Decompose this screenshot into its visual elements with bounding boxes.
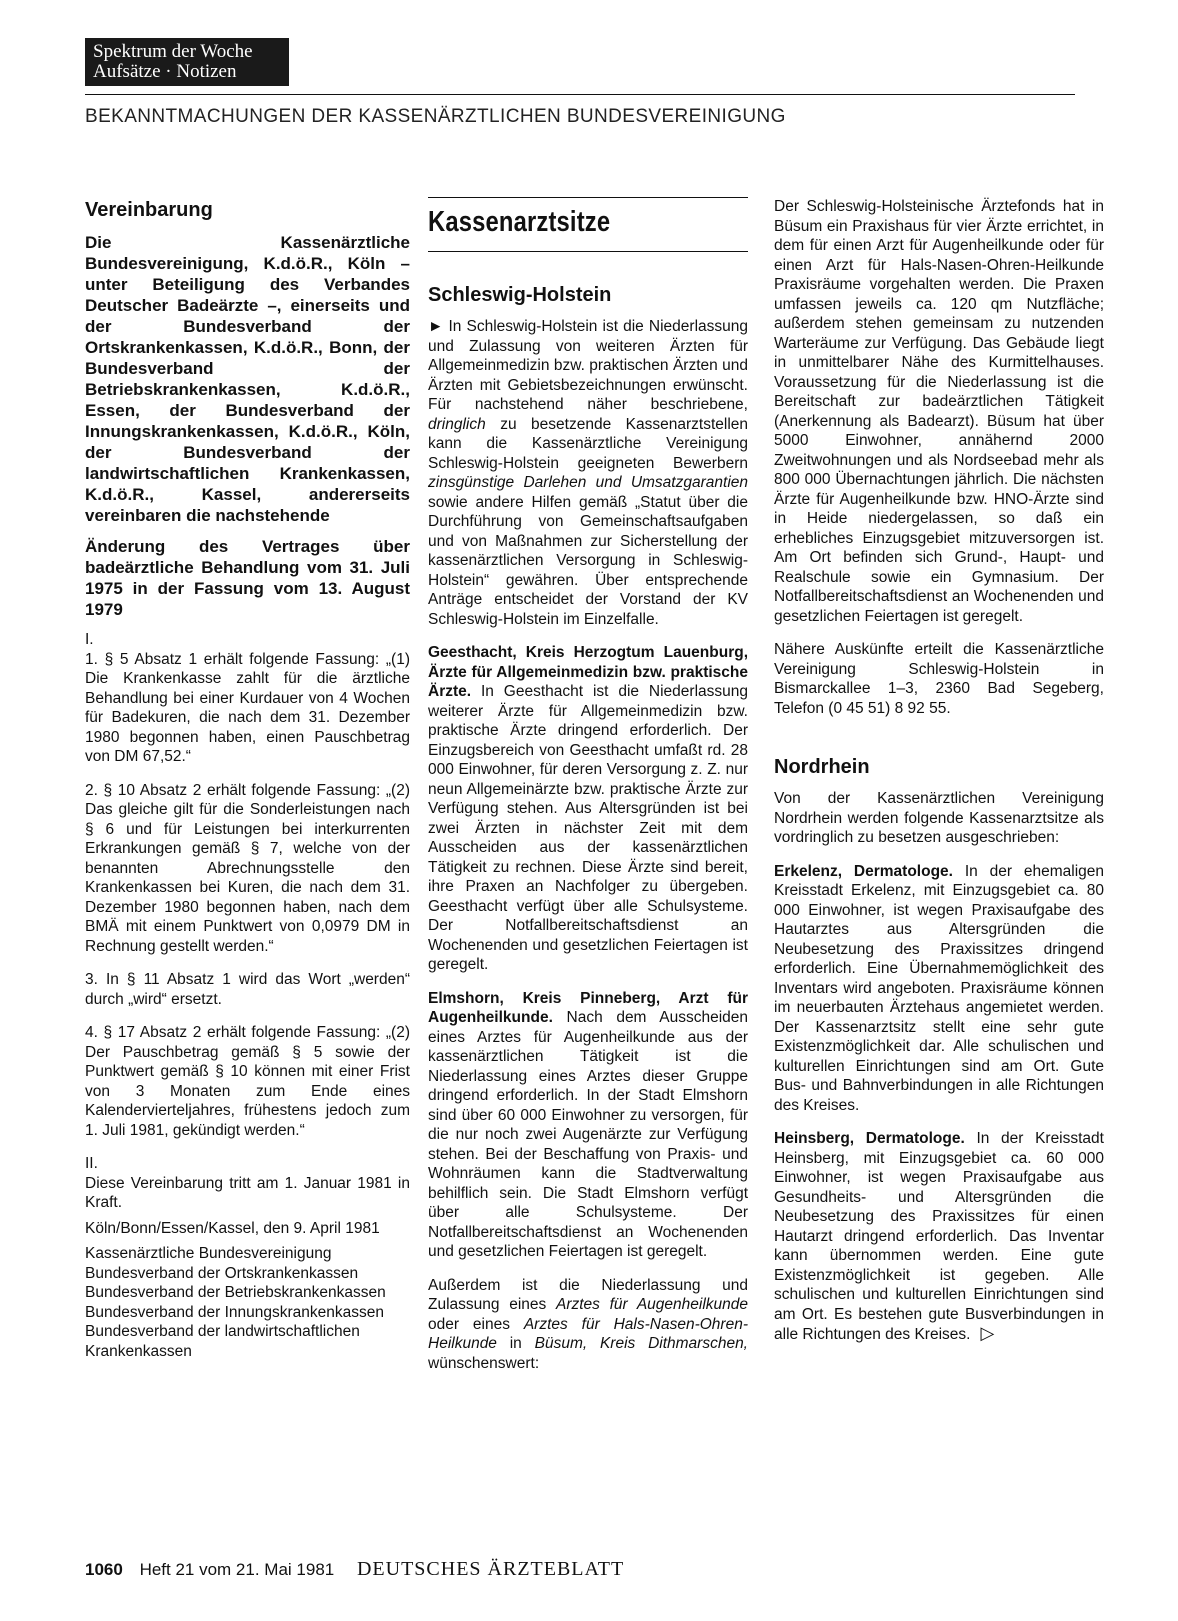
article-title: Kassenarztsitze: [428, 206, 611, 238]
header-rule: [85, 94, 1075, 95]
listing-heinsberg: Heinsberg, Dermatologe. In der Kreisstadt Heinsberg, mit Einzugsgebiet ca. 60 000 Einwohner, ist wegen Praxisaufgabe aus Gesundheits- und Altersgründen die Neubesetzung des Praxissitzes für einen Hautarzt dringend erforderlich. Das Inventar kann übernommen werden. Eine gute Existenzmöglichkeit ist gegeben. Alle schulischen und kulturellen Einrichtungen sind am Ort. Es bestehen gute Busverbindungen in alle Richtungen des Kreises. ▷: [774, 1130, 1104, 1343]
section-label-line1: Spektrum der Woche: [93, 41, 253, 62]
listing-title: Elmshorn, Kreis Pinneberg, Arzt für Augenheilkunde.: [428, 989, 748, 1026]
agreement-intro: Die Kassenärztliche Bundesvereinigung, K.d.ö.R., Köln – unter Beteiligung des Verbandes Deutscher Badeärzte –, einerseits und der Bundesverband der Ortskrankenkassen, K.d.ö.R., Bonn, der Bundesverband der Betriebskrankenkassen, K.d.ö.R., Essen, der Bundesverband der Innungskrankenkassen, K.d.ö.R., Köln, der Bundesverband der landwirtschaftlichen Krankenkassen, K.d.ö.R., Kassel, andererseits vereinbaren die nachstehende: [85, 233, 410, 525]
listing-title: Heinsberg, Dermatologe.: [774, 1130, 965, 1147]
intro-paragraph: ► In Schleswig-Holstein ist die Niederlassung und Zulassung von weiteren Ärzten für Allgemeinmedizin bzw. praktischen Ärzten und Ärzten mit Gebietsbezeichnungen erwünscht. Für nachstehend näher beschriebene, dringlich zu besetzende Kassenarztstellen kann die Kassenärztliche Vereinigung Schleswig-Holstein geeigneten Bewerbern zinsgünstige Darlehen und Umsatzgarantien sowie andere Hilfen gemäß „Statut über die Durchführung von Gemeinschaftsaufgaben und von Maßnahmen zur Sicherstellung der kassenärztlichen Versorgung in Schleswig-Holstein“ gewähren. Über entsprechende Anträge entscheidet der Vorstand der KV Schleswig-Holstein im Einzelfalle.: [428, 318, 748, 628]
agreement-item-3: 3. In § 11 Absatz 1 wird das Wort „werden“ durch „wird“ ersetzt.: [85, 971, 410, 1008]
signatories: [85, 1244, 410, 1361]
roman-one: I.: [85, 631, 94, 648]
signatory: Bundesverband der landwirtschaftlichen Krankenkassen: [85, 1323, 360, 1360]
section-label-box: [85, 38, 289, 86]
column-right: [774, 197, 1104, 1345]
effective-date: Diese Vereinbarung tritt am 1. Januar 1981 in Kraft.: [85, 1174, 410, 1211]
magazine-name: DEUTSCHES ÄRZTEBLATT: [356, 1558, 625, 1580]
buesum-details: Der Schleswig-Holsteinische Ärztefonds hat in Büsum ein Praxishaus für vier Ärzte errichtet, in dem für einen Arzt für Augenheilkunde oder für einen Arzt für Hals-Nasen-Ohren-Heilkunde Praxisräume vorgehalten werden. Die Praxen umfassen jeweils ca. 120 qm Nutzfläche; außerdem stehen gemeinsam zu nutzenden Warteräume zur Verfügung. Das Gebäude liegt in unmittelbarer Nähe des Kurmittelhauses. Voraussetzung für die Niederlassung ist die Bereitschaft zur badeärztlichen Tätigkeit (Anerkennung als Badearzt). Büsum hat über 5000 Einwohner, annähernd 2000 Zweitwohnungen und als Nordseebad mehr als 800 000 Übernachtungen jährlich. Die nächsten Ärzte für Augenheilkunde bzw. HNO-Ärzte sind in Heide niedergelassen, so daß ein erhebliches Einzugsgebiet mitzuversorgen ist. Am Ort befinden sich Grund-, Haupt- und Realschule sowie ein Gymnasium. Der Notfallbereitschaftsdienst an Wochenenden und gesetzlichen Feiertagen ist geregelt.: [774, 198, 1104, 625]
listing-elmshorn: Elmshorn, Kreis Pinneberg, Arzt für Augenheilkunde. Nach dem Ausscheiden eines Arztes für Augenheilkunde aus der kassenärztlichen Tätigkeit ist die Niederlassung eines Arztes dieser Gruppe dringend erforderlich. In der Stadt Elmshorn sind über 60 000 Einwohner zu versorgen, für die nur noch zwei Augenärzte zur Verfügung stehen. Bei der Beschaffung von Praxis- und Wohnräumen kann die Stadtverwaltung behilflich sein. Die Stadt Elmshorn verfügt über alle Schulsysteme. Der Notfallbereitschaftsdienst an Wochenenden und gesetzlichen Feiertagen ist geregelt.: [428, 989, 748, 1260]
column-kassenarztsitze: [428, 197, 748, 1373]
section-label-line2: Aufsätze · Notizen: [93, 61, 237, 82]
listing-buesum-intro: Außerdem ist die Niederlassung und Zulassung eines Arztes für Augenheilkunde oder eines Arztes für Hals-Nasen-Ohren-Heilkunde in Büsum, Kreis Dithmarschen, wünschenswert:: [428, 1276, 749, 1372]
signatory: Bundesverband der Innungskrankenkassen: [85, 1303, 385, 1321]
contact-info: Nähere Auskünfte erteilt die Kassenärztliche Vereinigung Schleswig-Holstein in Bismarckallee 1–3, 2360 Bad Segeberg, Telefon (0 45 51) 8 92 55.: [774, 641, 1104, 717]
issue-info: Heft 21 vom 21. Mai 1981: [139, 1560, 335, 1579]
listing-erkelenz: Erkelenz, Dermatologe. In der ehemaligen Kreisstadt Erkelenz, mit Einzugsgebiet ca. 80 000 Einwohner, ist wegen Praxisaufgabe des Hautarztes aus Altersgründen die Neubesetzung des Praxissitzes dringend erforderlich. Eine Übernahmemöglichkeit des Inventars wird angeboten. Praxisräume können im neuerbauten Ärztehaus angemietet werden. Der Kassenarztsitz stellt eine sehr gute Existenzmöglichkeit dar. Alle schulischen und kulturellen Einrichtungen sind am Ort. Gute Bus- und Bahnverbindungen in alle Richtungen des Kreises.: [774, 862, 1104, 1114]
agreement-item-1: 1. § 5 Absatz 1 erhält folgende Fassung: „(1) Die Krankenkasse zahlt für die ärztliche Behandlung bei einer Kurdauer von 4 Wochen für Badekuren, die nach dem 31. Dezember 1980 begonnen haben, einen Pauschbetrag von DM 67,52.“: [85, 650, 410, 765]
page-footer: [85, 1558, 1075, 1581]
signatory: Bundesverband der Betriebskrankenkassen: [85, 1284, 386, 1301]
region-heading-nordrhein: Nordrhein: [774, 756, 870, 778]
continue-arrow-icon: ▷: [980, 1323, 995, 1343]
agreement-subject: Änderung des Vertrages über badeärztliche Behandlung vom 31. Juli 1975 in der Fassung vom 13. August 1979: [85, 537, 410, 619]
agreement-item-4: 4. § 17 Absatz 2 erhält folgende Fassung: „(2) Der Pauschbetrag gemäß § 5 sowie der Punktwert gemäß § 10 können mit einer Frist von 3 Monaten zum Ende eines Kalendervierteljahres, frühestens jedoch zum 1. Juli 1981, gekündigt werden.“: [85, 1024, 410, 1139]
column-agreement: [85, 197, 410, 1361]
heading-vereinbarung: Vereinbarung: [85, 199, 213, 221]
agreement-item-2: 2. § 10 Absatz 2 erhält folgende Fassung: „(2) Das gleiche gilt für die Sonderleistungen nach § 6 und für Leistungen bei interkurrenten Erkrankungen gemäß § 7, welche von der benannten Abrechnungsstelle den Krankenkassen bei Kuren, die nach dem 31. Dezember 1980 begonnen haben, nach dem BMÄ mit einem Punktwert von 0,0979 DM in Rechnung gestellt werden.“: [85, 781, 410, 955]
bullet-arrow-icon: ►: [428, 318, 444, 335]
title-box: [428, 197, 748, 252]
listing-title: Erkelenz, Dermatologe.: [774, 862, 953, 880]
listing-geesthacht: Geesthacht, Kreis Herzogtum Lauenburg, Ärzte für Allgemeinmedizin bzw. praktische Ärzte. In Geesthacht ist die Niederlassung weiterer Ärzte für Allgemeinmedizin bzw. praktische Ärzte dringend erforderlich. Der Einzugsbereich von Geesthacht umfaßt rd. 28 000 Einwohner, für deren Versorgung z. Z. nur neun Allgemeinärzte bzw. praktische Ärzte zur Verfügung stehen. Aus Altersgründen ist bei zwei Ärzten in nächster Zeit mit dem Ausscheiden aus der kassenärztlichen Tätigkeit zu rechnen. Diese Ärzte sind bereit, ihre Praxen an Nachfolger zu übergeben. Geesthacht verfügt über alle Schulsysteme. Der Notfallbereitschaftsdienst an Wochenenden und gesetzlichen Feiertagen ist geregelt.: [428, 644, 748, 973]
nordrhein-intro: Von der Kassenärztlichen Vereinigung Nordrhein werden folgende Kassenarztsitze als vordringlich zu besetzen ausgeschrieben:: [774, 790, 1104, 846]
roman-two: II.: [85, 1155, 98, 1172]
listing-title: Geesthacht, Kreis Herzogtum Lauenburg, Ärzte für Allgemeinmedizin bzw. praktische Ärzte.: [428, 644, 748, 700]
place-date: Köln/Bonn/Essen/Kassel, den 9. April 1981: [85, 1219, 380, 1237]
page-number: 1060: [85, 1560, 123, 1579]
signatory: Kassenärztliche Bundesvereinigung: [85, 1245, 332, 1262]
page-banner: BEKANNTMACHUNGEN DER KASSENÄRZTLICHEN BUNDESVEREINIGUNG: [85, 106, 786, 127]
signatory: Bundesverband der Ortskrankenkassen: [85, 1264, 359, 1282]
region-heading-schleswig-holstein: Schleswig-Holstein: [428, 284, 612, 306]
